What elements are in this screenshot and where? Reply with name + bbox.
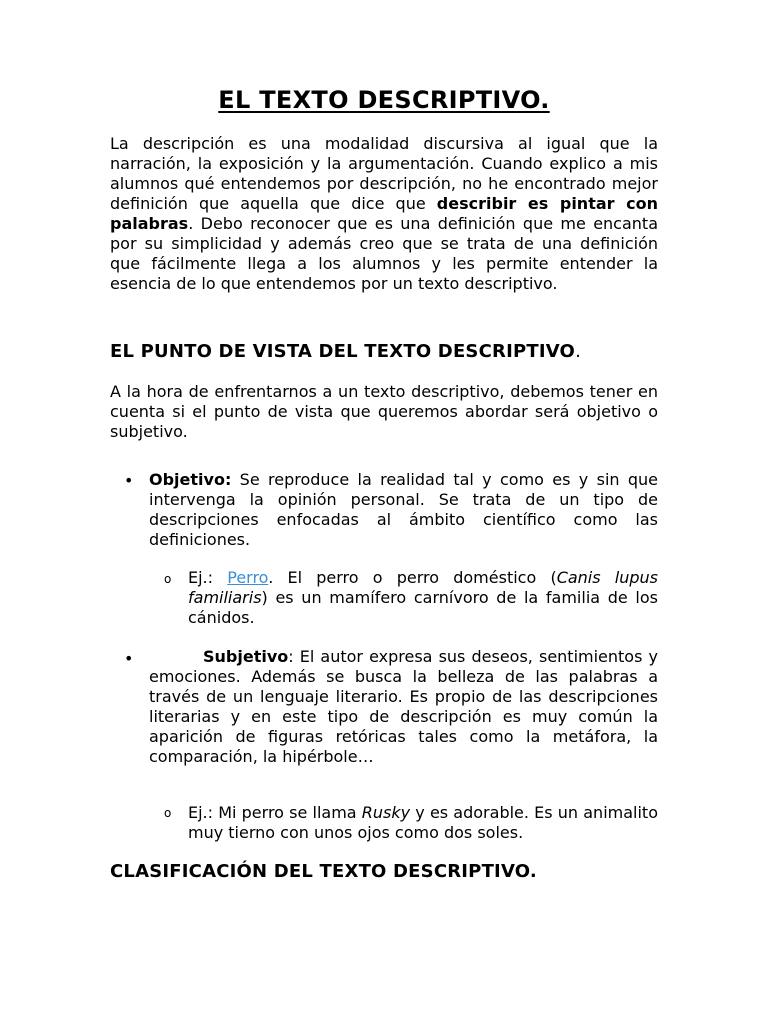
section-heading-dot: . <box>575 341 581 362</box>
section-heading-text: EL PUNTO DE VISTA DEL TEXTO DESCRIPTIVO <box>110 341 576 362</box>
example-italic: Rusky <box>361 803 411 822</box>
example-subjetivo <box>188 803 658 843</box>
intro-text-part1: La descripción es una modalidad discursiva al igual que la narración, la exposición y la argumentación. Cuando explico a mis alumnos qué entendemos por descripción, no he encontrado mejor definición que aquella que dice que <box>110 134 658 213</box>
example-middle: . El perro o perro doméstico ( <box>268 568 557 587</box>
intro-paragraph <box>110 134 658 294</box>
list-item-subjetivo <box>149 647 658 767</box>
list-item-text: Se reproduce la realidad tal y como es y sin que intervenga la opinión personal. Se trata de un tipo de descripciones enfocadas al ámbito científico como las definiciones. <box>149 470 658 549</box>
example-objetivo <box>188 568 658 628</box>
example-prefix: Ej.: Mi perro se llama <box>188 803 362 822</box>
example-prefix: Ej.: <box>188 568 228 587</box>
list-item-label: Subjetivo <box>203 647 289 666</box>
example-italic: Canis lupus familiaris <box>188 568 659 607</box>
intro-bold-phrase: describir es pintar con palabras <box>110 194 658 233</box>
list-item-text: : El autor expresa sus deseos, sentimientos y emociones. Además se busca la belleza de las palabras a través de un lenguaje literario. Es propio de las descripciones literarias y en este tipo de descripción es muy común la aparición de figuras retóricas tales como la metáfora, la comparación, la hipérbole… <box>149 647 658 766</box>
section-heading-clasificacion: CLASIFICACIÓN DEL TEXTO DESCRIPTIVO. <box>110 861 537 882</box>
intro-text-part2: . Debo reconocer que es una definición que me encanta por su simplicidad y además creo que se trata de una definición que fácilmente llega a los alumnos y les permite entender la esencia de lo que entendemos por un texto descriptivo. <box>110 214 658 293</box>
section-heading-punto-de-vista <box>110 341 670 362</box>
perro-link[interactable]: Perro <box>227 568 269 587</box>
bullet-icon: • <box>124 649 134 668</box>
punto-de-vista-paragraph: A la hora de enfrentarnos a un texto descriptivo, debemos tener en cuenta si el punto de vista que queremos abordar será objetivo o subjetivo. <box>110 382 658 441</box>
sub-bullet-icon: o <box>164 806 172 820</box>
list-item-objetivo <box>149 470 658 550</box>
example-suffix: y es adorable. Es un animalito muy tierno con unos ojos como dos soles. <box>188 803 658 842</box>
list-item-label: Objetivo: <box>149 470 232 489</box>
bullet-icon: • <box>124 471 134 490</box>
document-title: EL TEXTO DESCRIPTIVO. <box>218 86 550 114</box>
example-suffix: ) es un mamífero carnívoro de la familia de los cánidos. <box>188 588 658 627</box>
sub-bullet-icon: o <box>164 572 172 586</box>
